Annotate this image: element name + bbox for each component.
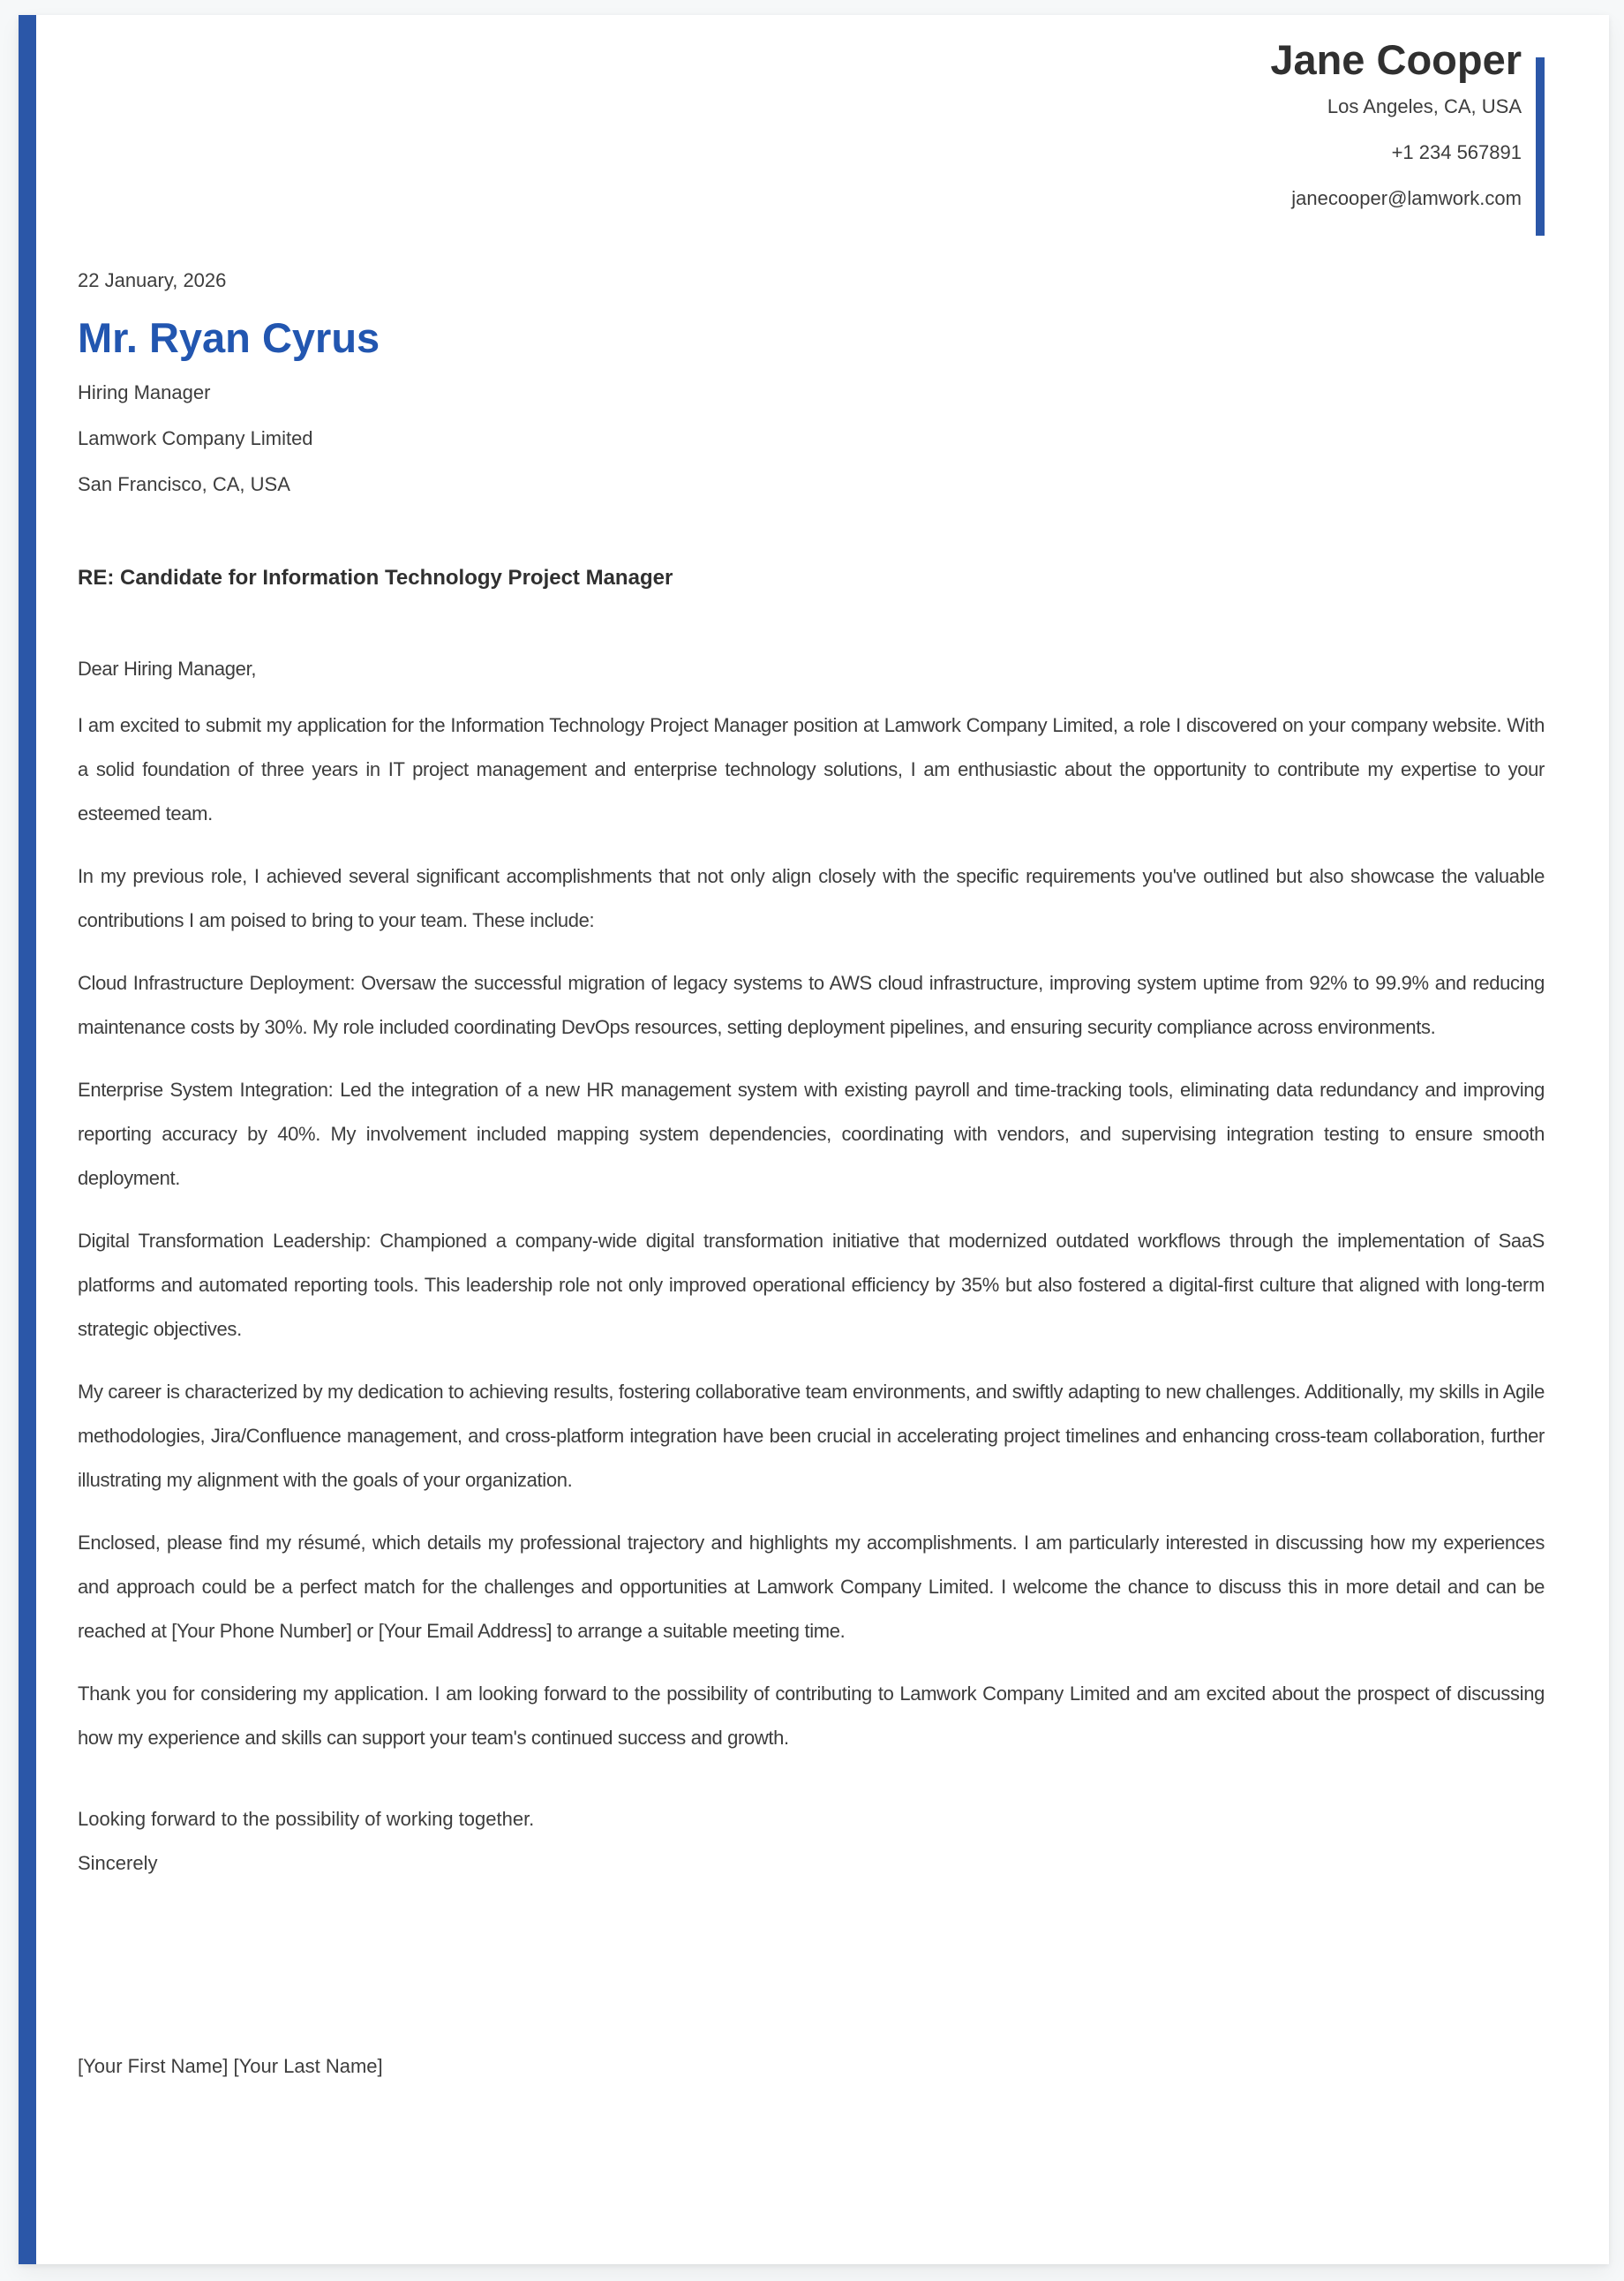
body-paragraph-system-integration: Enterprise System Integration: Led the integration of a new HR management system with existing payroll and time-tracking tools, eliminating data redundancy and improving reporting accuracy by 40%. My involvement included mapping system dependencies, coordinating with vendors, and supervising integration testing to ensure smooth deployment.: [78, 1079, 1545, 1189]
subject-line: RE: Candidate for Information Technology Project Manager: [78, 566, 673, 590]
recipient-location: San Francisco, CA, USA: [78, 473, 290, 495]
letter-content: [78, 15, 1545, 2080]
body-paragraph-accomplishments: In my previous role, I achieved several significant accomplishments that not only align closely with the specific requirements you've outlined but also showcase the valuable contributions I am poised to bring to your team. These include:: [78, 865, 1545, 931]
signature-placeholder: [Your First Name] [Your Last Name]: [78, 2055, 383, 2077]
sender-phone: +1 234 567891: [1391, 141, 1522, 163]
sender-location: Los Angeles, CA, USA: [1327, 95, 1522, 117]
recipient-company: Lamwork Company Limited: [78, 427, 313, 449]
body-paragraph-cloud-infrastructure: Cloud Infrastructure Deployment: Oversaw the successful migration of legacy systems to AWS cloud infrastructure, improving system uptime from 92% to 99.9% and reducing maintenance costs by 30%. My role included coordinating DevOps resources, setting deployment pipelines, and ensuring security compliance across environments.: [78, 972, 1545, 1038]
sender-contact-block: [1270, 36, 1536, 222]
body-paragraph-intro: I am excited to submit my application for the Information Technology Project Manager position at Lamwork Company Limited, a role I discovered on your company website. With a solid foundation of three years in IT project management and enterprise technology solutions, I am enthusiastic about the opportunity to contribute my expertise to your esteemed team.: [78, 714, 1545, 824]
closing-block: [78, 1797, 1545, 1886]
page-accent-bar-left: [19, 15, 36, 2264]
body-paragraph-thanks: Thank you for considering my application. I am looking forward to the possibility of contributing to Lamwork Company Limited and am excited about the prospect of discussing how my experience and skills can support your team's continued success and growth.: [78, 1683, 1545, 1749]
sender-email: janecooper@lamwork.com: [1291, 187, 1522, 209]
closing-line: Looking forward to the possibility of working together.: [78, 1808, 535, 1830]
cover-letter-page: [19, 15, 1609, 2264]
valediction: Sincerely: [78, 1852, 158, 1874]
letter-date: 22 January, 2026: [78, 269, 227, 291]
header-accent-bar: [1536, 57, 1545, 236]
body-paragraph-resume: Enclosed, please find my résumé, which details my professional trajectory and highlights my accomplishments. I am particularly interested in discussing how my experiences and approach could be a perfect match for the challenges and opportunities at Lamwork Company Limited. I welcome the chance to discuss this in more detail and can be reached at [Your Phone Number] or [Your Email Address] to arrange a suitable meeting time.: [78, 1532, 1545, 1642]
body-paragraph-career: My career is characterized by my dedication to achieving results, fostering collaborative team environments, and swiftly adapting to new challenges. Additionally, my skills in Agile methodologies, Jira/Confluence management, and cross-platform integration have been crucial in accelerating project timelines and enhancing cross-team collaboration, further illustrating my alignment with the goals of your organization.: [78, 1381, 1545, 1491]
recipient-name: Mr. Ryan Cyrus: [78, 314, 380, 361]
recipient-title: Hiring Manager: [78, 381, 211, 403]
salutation: Dear Hiring Manager,: [78, 658, 257, 680]
sender-name: Jane Cooper: [1270, 36, 1522, 83]
body-paragraph-digital-transformation: Digital Transformation Leadership: Championed a company-wide digital transformation initiative that modernized outdated workflows through the implementation of SaaS platforms and automated reporting tools. This leadership role not only improved operational efficiency by 35% but also fostered a digital-first culture that aligned with long-term strategic objectives.: [78, 1230, 1545, 1340]
sender-header: [78, 15, 1545, 236]
